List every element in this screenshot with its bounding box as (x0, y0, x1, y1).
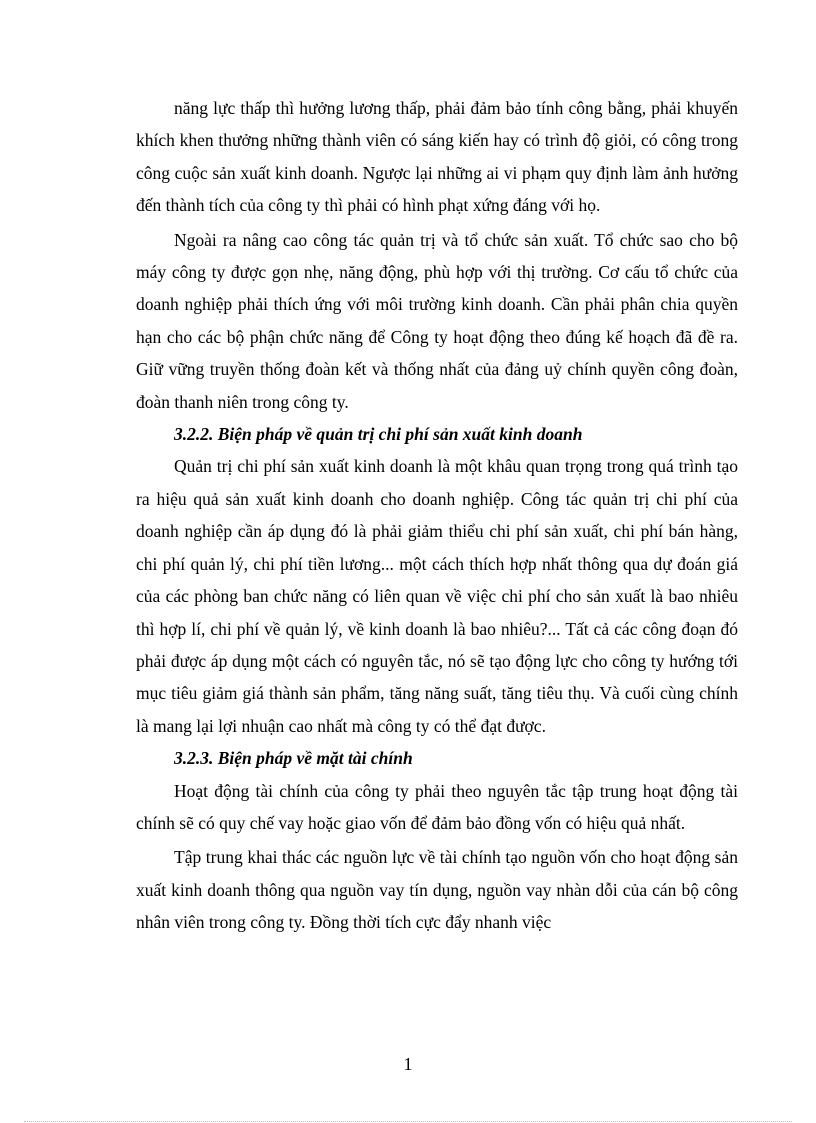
paragraph-cost-management: Quản trị chi phí sản xuất kinh doanh là một khâu quan trọng trong quá trình tạo ra hiệu quả sản xuất kinh doanh cho doanh nghiệp. Công tác quản trị chi phí của doanh nghiệp cần áp dụng đó là phải giảm thiểu chi phí sản xuất, chi phí bán hàng, chi phí quản lý, chi phí tiền lương... một cách thích hợp nhất thông qua dự đoán giá của các phòng ban chức năng có liên quan về việc chi phí cho sản xuất là bao nhiêu thì hợp lí, chi phí về quản lý, về kinh doanh là bao nhiêu?... Tất cả các công đoạn đó phải được áp dụng một cách có nguyên tắc, nó sẽ tạo động lực cho công ty hướng tới mục tiêu giảm giá thành sản phẩm, tăng năng suất, tăng tiêu thụ. Và cuối cùng chính là mang lại lợi nhuận cao nhất mà công ty có thể đạt được. (136, 456, 738, 736)
paragraph-salary-policy: năng lực thấp thì hưởng lương thấp, phải đảm bảo tính công bằng, phải khuyến khích khen thưởng những thành viên có sáng kiến hay có trình độ giỏi, có công trong công cuộc sản xuất kinh doanh. Ngược lại những ai vi phạm quy định làm ảnh hưởng đến thành tích của công ty thì phải có hình phạt xứng đáng với họ. (136, 98, 738, 216)
document-page (136, 92, 738, 939)
paragraph-financial-activity: Hoạt động tài chính của công ty phải theo nguyên tắc tập trung hoạt động tài chính sẽ có quy chế vay hoặc giao vốn để đảm bảo đồng vốn có hiệu quả nhất. (136, 780, 738, 833)
paragraph-management-organization: Ngoài ra nâng cao công tác quản trị và tổ chức sản xuất. Tổ chức sao cho bộ máy công ty được gọn nhẹ, năng động, phù hợp với thị trường. Cơ cấu tổ chức của doanh nghiệp phải thích ứng với môi trường kinh doanh. Cần phải phân chia quyền hạn cho các bộ phận chức năng để Công ty hoạt động theo đúng kế hoạch đã đề ra. Giữ vững truyền thống đoàn kết và thống nhất của đảng uỷ chính quyền công đoàn, đoàn thanh niên trong công ty. (136, 229, 738, 412)
paragraph-financial-resources: Tập trung khai thác các nguồn lực về tài chính tạo nguồn vốn cho hoạt động sản xuất kinh doanh thông qua nguồn vay tín dụng, nguồn vay nhàn dỗi của cán bộ công nhân viên trong công ty. Đồng thời tích cực đẩy nhanh việc (136, 847, 738, 933)
section-heading-3-2-3: 3.2.3. Biện pháp về mặt tài chính (174, 748, 413, 769)
page-number: 1 (403, 1054, 413, 1074)
page-bottom-divider (24, 1121, 792, 1122)
section-heading-3-2-2: 3.2.2. Biện pháp về quản trị chi phí sản xuất kinh doanh (174, 424, 583, 445)
